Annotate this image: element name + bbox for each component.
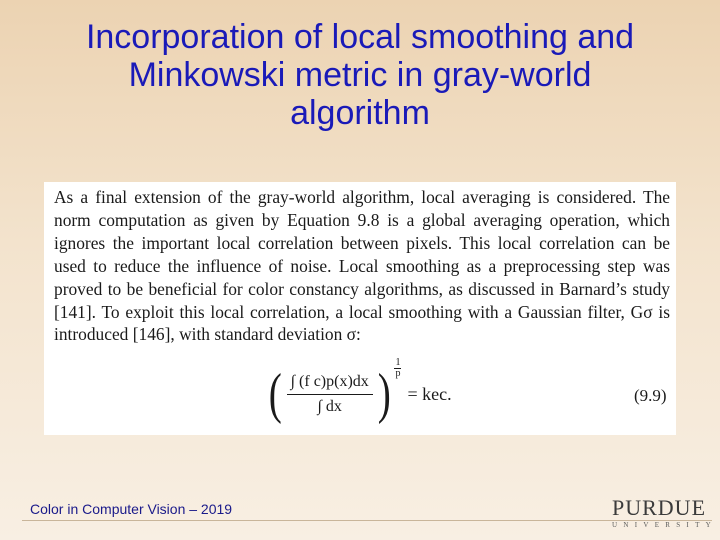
logo-subtitle: UNIVERSITY <box>612 521 717 529</box>
equation-fraction <box>287 373 373 416</box>
exponent-denominator: p <box>395 367 401 379</box>
equation-rhs: = kec. <box>407 383 452 404</box>
left-paren: ( <box>268 363 282 425</box>
excerpt-paragraph: As a final extension of the gray-world algorithm, local averaging is considered. The norm computation as given by Equation 9.8 is a global averaging operation, which ignores the important local correlation between pixels. This local correlation can be used to reduce the influence of noise. Local smoothing as a preprocessing step was proved to be beneficial for color constancy algorithms, as discussed in Barnard’s study [141]. To exploit this local correlation, a local smoothing with a Gaussian filter, Gσ is introduced [146], with standard deviation σ: <box>54 187 670 345</box>
equation-exponent <box>394 358 401 379</box>
logo-wordmark: PURDUE <box>612 495 707 520</box>
textbook-excerpt-image <box>44 182 676 435</box>
equation-denominator: ∫ dx <box>317 397 342 415</box>
footer-course-label: Color in Computer Vision – 2019 <box>30 501 233 517</box>
right-paren: ) <box>377 363 391 425</box>
equation-9-9 <box>266 356 452 425</box>
equation-numerator: ∫ (f c)p(x)dx <box>287 373 373 395</box>
purdue-logo <box>612 495 717 531</box>
footer-divider <box>22 520 712 521</box>
slide-title: Incorporation of local smoothing and Minkowski metric in gray-world algorithm <box>85 18 635 132</box>
equation-number: (9.9) <box>634 386 667 405</box>
exponent-numerator: 1 <box>395 356 401 368</box>
